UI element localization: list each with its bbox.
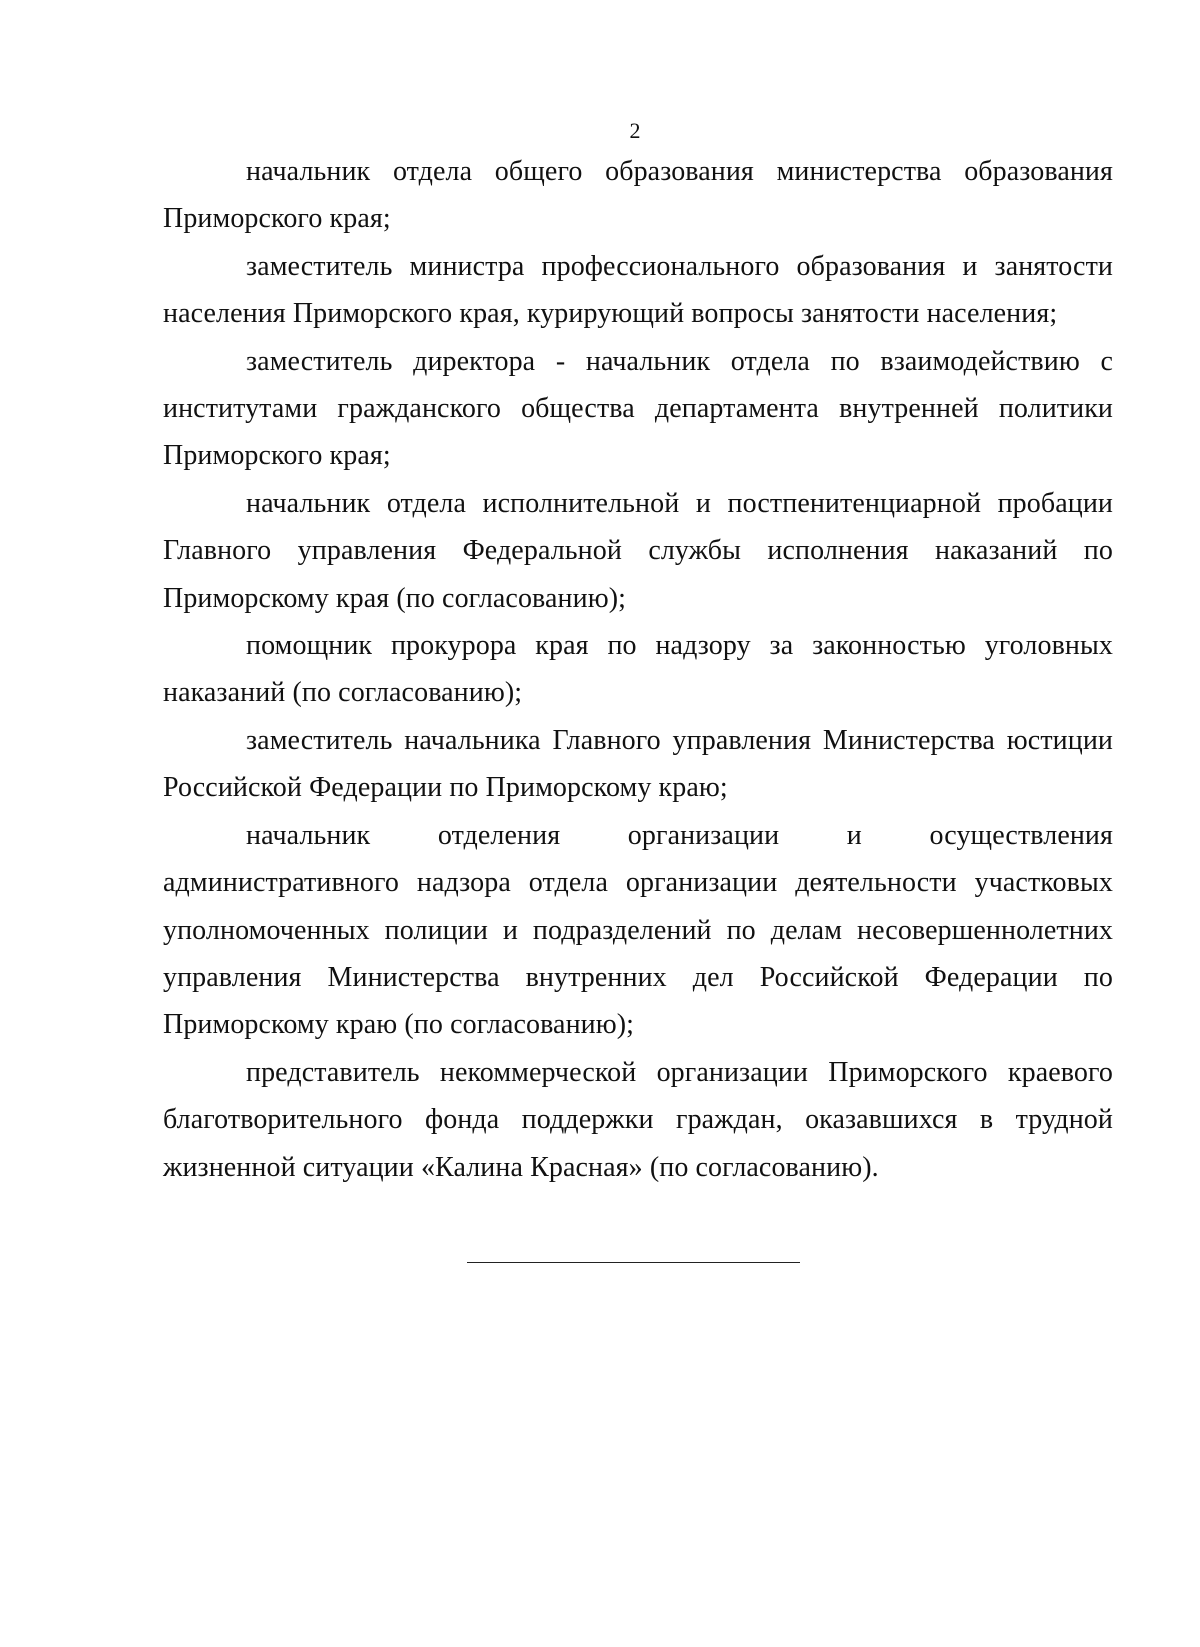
list-item: заместитель министра профессионального образования и занятости населения Приморского края, курирующий вопросы занятости населения; xyxy=(163,250,1113,330)
list-item: заместитель начальника Главного управления Министерства юстиции Российской Федерации по Приморскому краю; xyxy=(163,724,1113,804)
list-item: представитель некоммерческой организации Приморского краевого благотворительного фонда поддержки граждан, оказавшихся в трудной жизненной ситуации «Калина Красная» (по согласованию). xyxy=(163,1056,1113,1183)
closing-rule-divider xyxy=(467,1262,800,1263)
document-body xyxy=(163,148,1113,1191)
list-item: начальник отделения организации и осуществления административного надзора отдела организации деятельности участковых уполномоченных полиции и подразделений по делам несовершеннолетних управления Министерства внутренних дел Российской Федерации по Приморскому краю (по согласованию); xyxy=(163,819,1113,1041)
list-item: начальник отдела исполнительной и постпенитенциарной пробации Главного управления Федеральной службы исполнения наказаний по Приморскому края (по согласованию); xyxy=(163,487,1113,614)
list-item: заместитель директора - начальник отдела по взаимодействию с институтами гражданского общества департамента внутренней политики Приморского края; xyxy=(163,345,1113,472)
page-number: 2 xyxy=(629,118,641,143)
list-item: помощник прокурора края по надзору за законностью уголовных наказаний (по согласованию); xyxy=(163,630,1113,709)
list-item: начальник отдела общего образования министерства образования Приморского края; xyxy=(163,156,1113,235)
